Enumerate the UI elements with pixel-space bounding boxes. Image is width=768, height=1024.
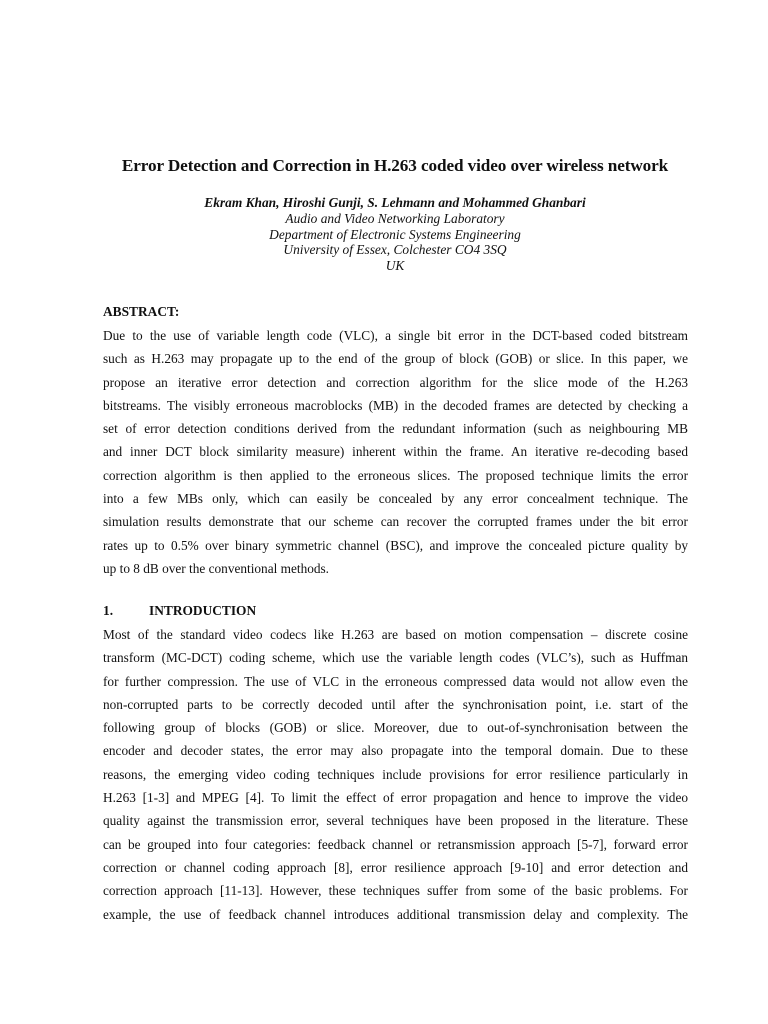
- abstract-line: up to 8 dB over the conventional methods.: [103, 560, 330, 576]
- intro-line: correction approach [11-13]. However, these techniques suffer from some of the basic problems. For: [103, 883, 688, 899]
- abstract-line: simulation results demonstrate that our scheme can recover the corrupted frames under the bit error: [103, 514, 688, 530]
- abstract-line: and inner DCT block similarity measure) inherent within the frame. An iterative re-decoding based: [103, 444, 688, 460]
- abstract-line: Due to the use of variable length code (VLC), a single bit error in the DCT-based coded bitstream: [103, 328, 688, 343]
- abstract-heading: ABSTRACT:: [103, 304, 180, 319]
- abstract-line: such as H.263 may propagate up to the end of the group of block (GOB) or slice. In this paper, we: [103, 351, 688, 367]
- intro-line: following group of blocks (GOB) or slice. Moreover, due to out-of-synchronisation between the: [103, 720, 688, 736]
- intro-line: for further compression. The use of VLC in the erroneous compressed data would not allow even the: [103, 673, 688, 689]
- intro-line: quality against the transmission error, several techniques have been proposed in the literature. These: [103, 813, 688, 829]
- affiliation-lab: Audio and Video Networking Laboratory: [285, 211, 505, 226]
- author-list: Ekram Khan, Hiroshi Gunji, S. Lehmann and Mohammed Ghanbari: [204, 195, 586, 210]
- abstract-line: correction algorithm is then applied to the erroneous slices. The proposed technique limits the error: [103, 467, 688, 483]
- abstract-line: into a few MBs only, which can easily be concealed by any error concealment technique. The: [103, 491, 688, 507]
- abstract-line: set of error detection conditions derived from the redundant information (such as neighbouring MB: [103, 421, 688, 437]
- section-number: 1.: [103, 603, 114, 618]
- intro-line: H.263 [1-3] and MPEG [4]. To limit the effect of error propagation and hence to improve the video: [103, 790, 688, 806]
- intro-line: correction or channel coding approach [8], error resilience approach [9-10] and error detection and: [103, 859, 688, 875]
- intro-line: Most of the standard video codecs like H.263 are based on motion compensation – discrete cosine: [103, 627, 688, 642]
- section-title: INTRODUCTION: [149, 603, 257, 618]
- affiliation-department: Department of Electronic Systems Engineering: [269, 226, 521, 242]
- introduction-paragraph: [103, 623, 688, 926]
- abstract-line: propose an iterative error detection and correction algorithm for the slice mode of the H.263: [103, 374, 688, 390]
- abstract-paragraph: [103, 324, 688, 580]
- section-heading-introduction: [103, 603, 256, 619]
- intro-line: non-corrupted parts to be correctly decoded until after the synchronisation point, i.e. start of the: [103, 696, 688, 712]
- intro-line: encoder and decoder states, the error may also propagate into the temporal domain. Due to these: [103, 743, 688, 759]
- paper-title: Error Detection and Correction in H.263 coded video over wireless network: [121, 156, 669, 175]
- intro-line: reasons, the emerging video coding techniques include provisions for error resilience particularly in: [103, 766, 688, 782]
- intro-line: example, the use of feedback channel introduces additional transmission delay and complexity. The: [103, 906, 688, 922]
- abstract-line: bitstreams. The visibly erroneous macroblocks (MB) in the decoded frames are detected by checking a: [103, 397, 688, 413]
- abstract-line: rates up to 0.5% over binary symmetric channel (BSC), and improve the concealed picture quality by: [103, 537, 688, 553]
- affiliation-block: [0, 211, 768, 273]
- affiliation-university: University of Essex, Colchester CO4 3SQ: [283, 242, 507, 258]
- intro-line: transform (MC-DCT) coding scheme, which use the variable length codes (VLC’s), such as Huffman: [103, 650, 688, 666]
- intro-line: can be grouped into four categories: feedback channel or retransmission approach [5-7], forward error: [103, 836, 688, 852]
- affiliation-country: UK: [385, 257, 405, 273]
